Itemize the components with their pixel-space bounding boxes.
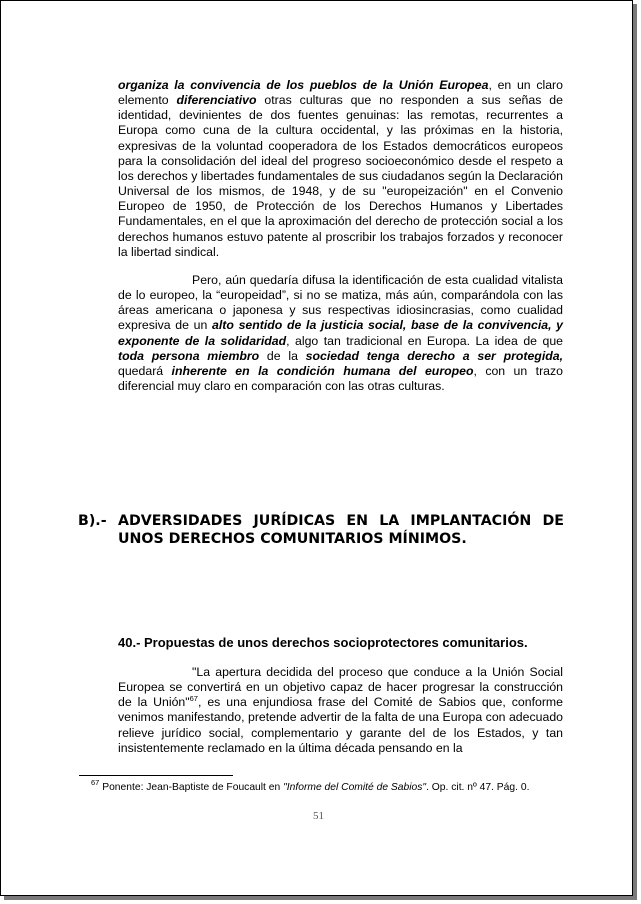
- subsection-heading: 40.- Propuestas de unos derechos socioprotectores comunitarios.: [118, 635, 528, 650]
- paragraph-europeidad: organiza la convivencia de los pueblos de la Unión Europea, en un claro elemento diferenciativo otras culturas que no responden a sus señas de identidad, devinientes de dos fuentes genuinas: las remotas, recurrentes a Europa como cuna de la cultura occidental, y las próximas en la historia, expresivas de la voluntad cooperadora de los Estados democráticos europeos para la consolidación del ideal del progreso socioeconómico desde el respeto a los derechos y libertades fundamentales de sus ciudadanos según la Declaración Universal de los mismos, de 1948, y de su "europeización" en el Convenio Europeo de 1950, de Protección de los Derechos Humanos y Libertades Fundamentales, en el que la aproximación del derecho de protección social a los derechos humanos estuvo patente al proscribir los trabajos forzados y reconocer la libertad sindical.: [118, 78, 563, 259]
- footnote-reference: 67: [189, 694, 198, 704]
- section-title: ADVERSIDADES JURÍDICAS EN LA IMPLANTACIÓN DE UNOS DERECHOS COMUNITARIOS MÍNIMOS.: [118, 513, 564, 547]
- footnote: $^{67}$ Ponente: Jean-Baptiste de Foucault en "Informe del Comité de Sabios". Op. cit. nº 47. Pág. 0.: [91, 778, 530, 793]
- paragraph-union-social: "La apertura decidida del proceso que conduce a la Unión Social Europea se convertirá en un objetivo capaz de hacer progresar la construcción de la Unión"$^{67}$, es una enjundiosa frase del Comité de Sabios que, conforme venimos manifestando, pretende advertir de la falta de una Europa con adecuado relieve jurídico social, complementario y garante del de los Estados, y tan insistentemente reclamado en la última década pensando en la: [118, 665, 563, 755]
- paragraph-justicia-social: Pero, aún quedaría difusa la identificación de esta cualidad vitalista de lo europeo, la “europeidad”, si no se matiza, más aún, comparándola con las áreas americana o japonesa y sus respectivas idiosincrasias, como cualidad expresiva de un alto sentido de la justicia social, base de la convivencia, y exponente de la solidaridad, algo tan tradicional en Europa. La idea de que toda persona miembro de la sociedad tenga derecho a ser protegida, quedará inherente en la condición humana del europeo, con un trazo diferencial muy claro en comparación con las otras culturas.: [118, 273, 564, 394]
- section-label: B).-: [78, 513, 107, 529]
- footnote-separator: [79, 775, 233, 776]
- page-number: 51: [313, 810, 324, 822]
- footnote-number: 67: [91, 778, 100, 787]
